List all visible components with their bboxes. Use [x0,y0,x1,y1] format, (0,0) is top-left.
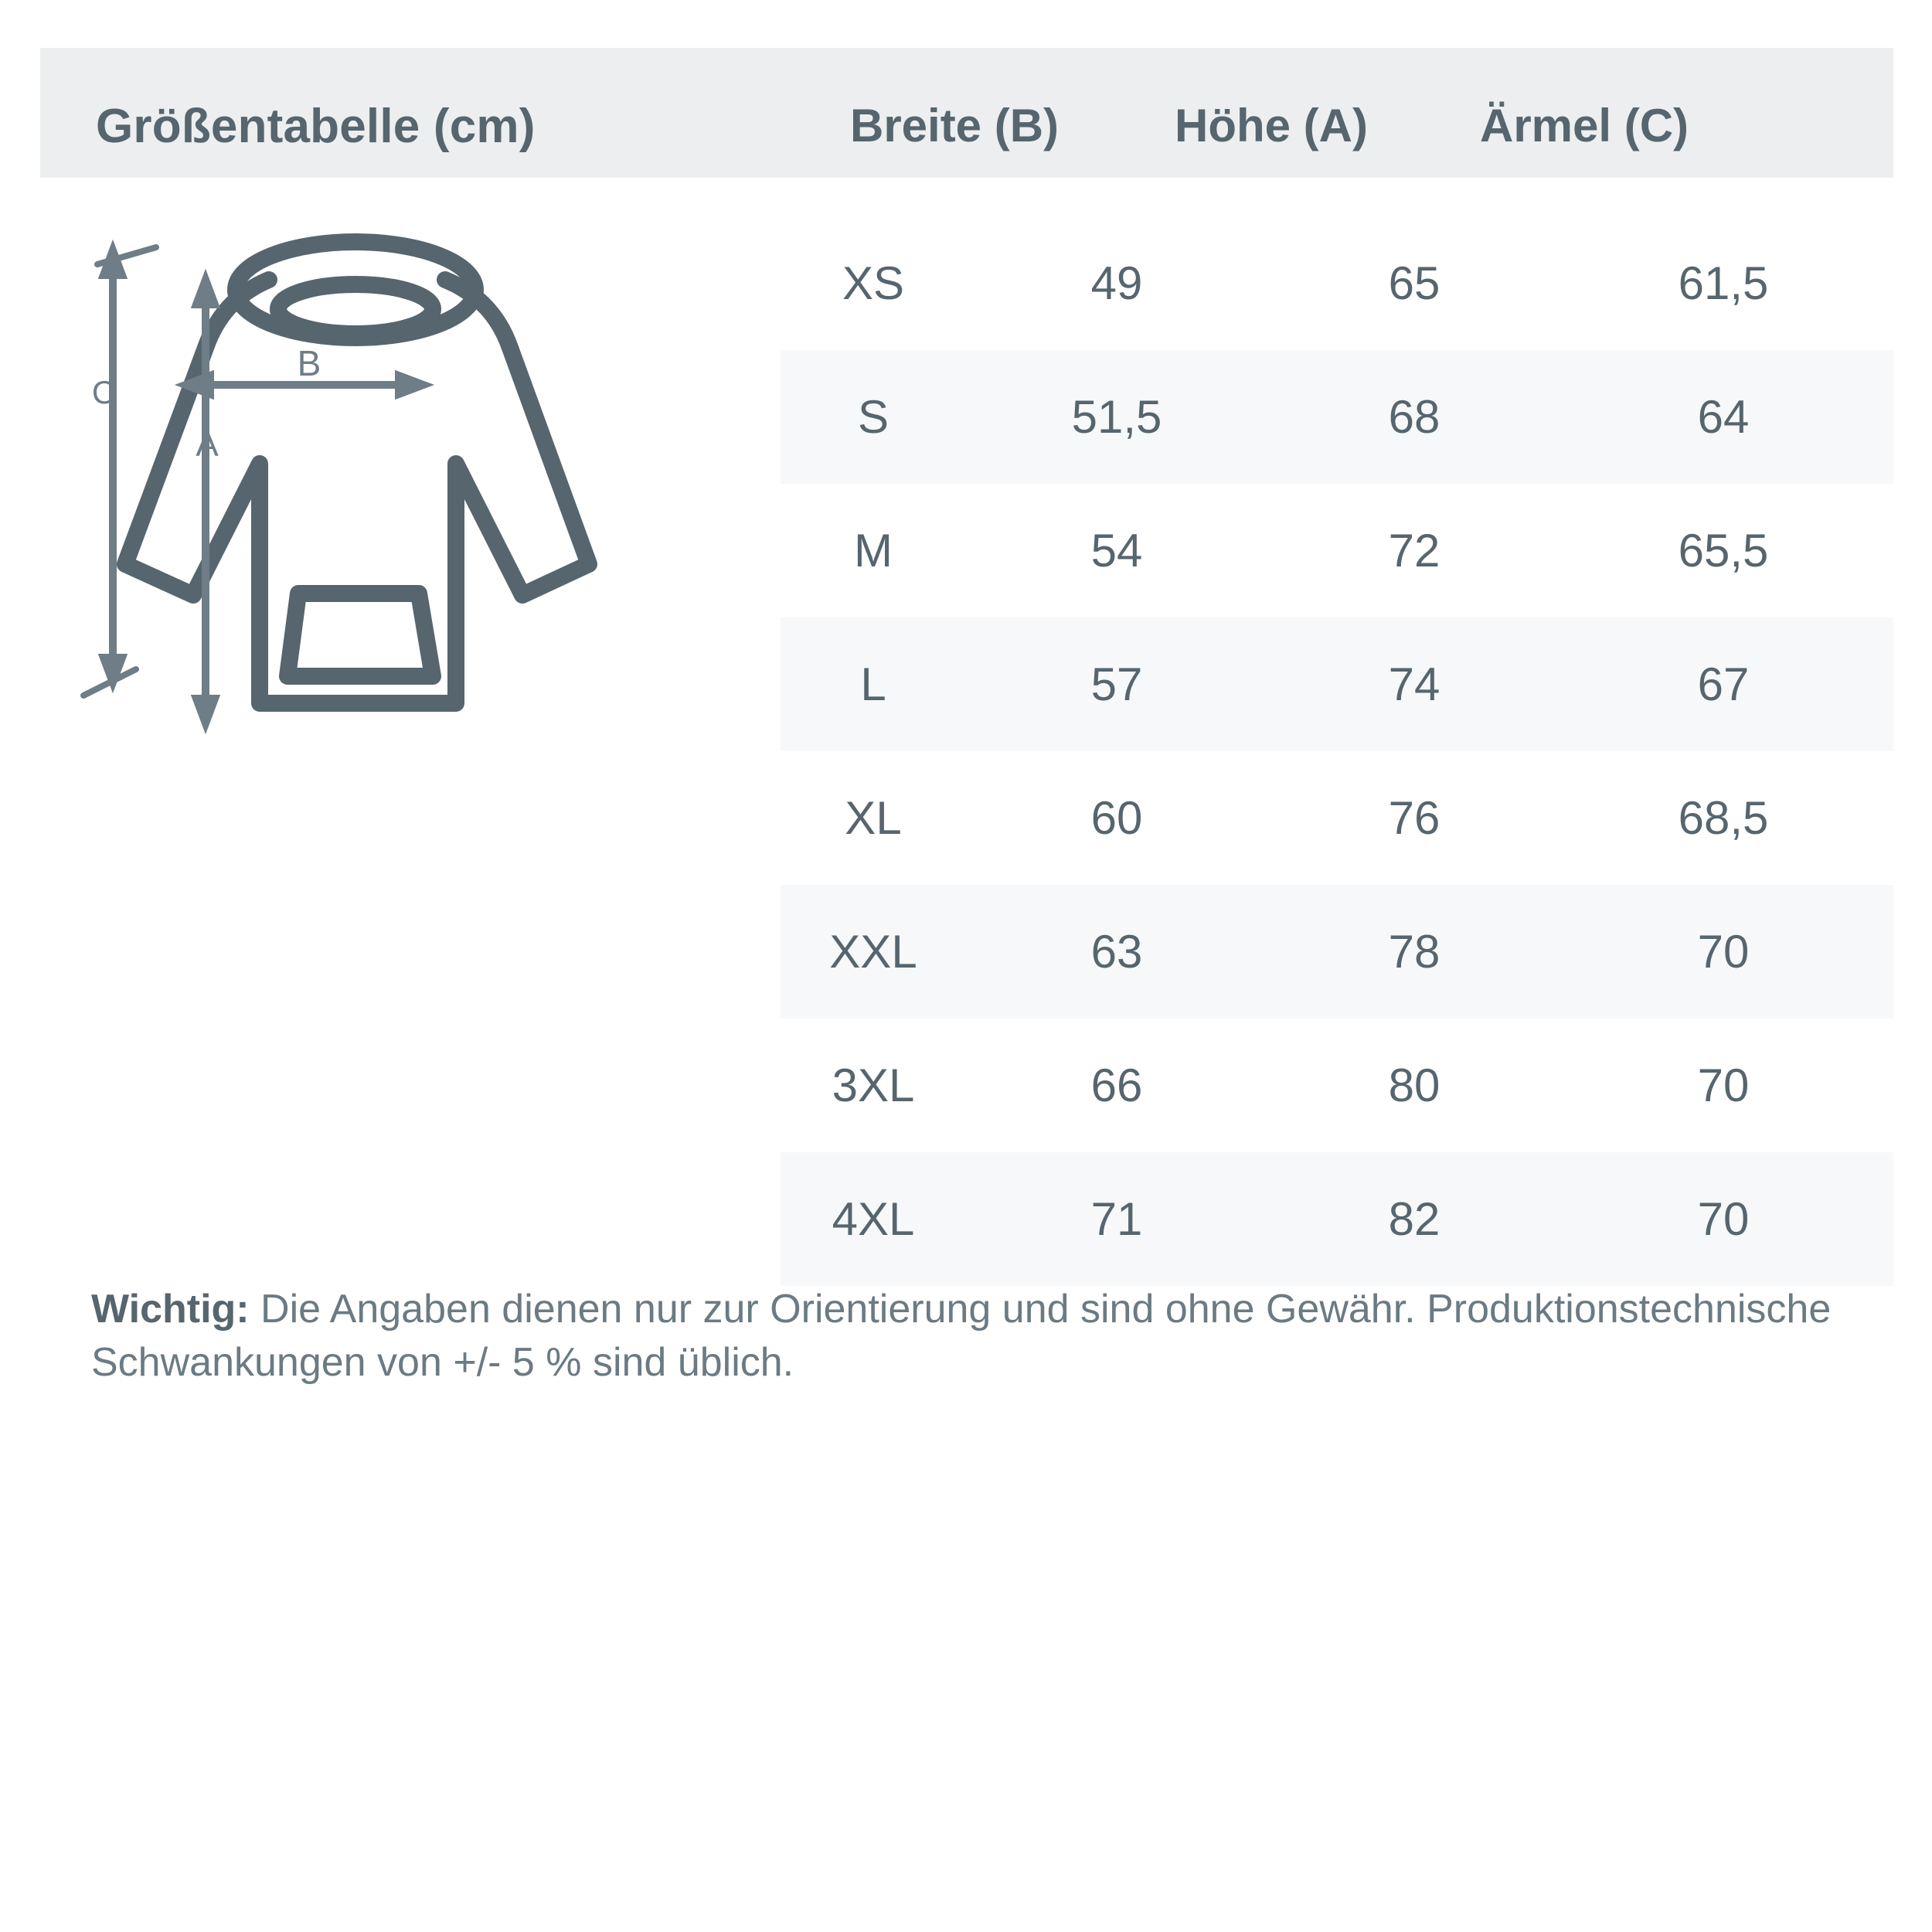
cell-hoehe: 74 [1388,658,1440,710]
hoodie-icon [70,232,765,819]
cell-hoehe: 68 [1388,391,1440,443]
cell-aermel: 65,5 [1678,525,1769,577]
cell-breite: 54 [1090,525,1143,577]
cell-hoehe: 72 [1388,525,1440,577]
cell-aermel: 61,5 [1678,257,1769,309]
cell-breite: 63 [1090,926,1143,978]
footnote-text: Die Angaben dienen nur zur Orientierung und sind ohne Gewähr. Produktionstechnische Schwankungen von +/- 5 % sind üblich. [91,1287,1832,1385]
cell-size: XL [845,792,902,844]
table-row [781,1019,1893,1152]
cell-aermel: 67 [1697,658,1750,710]
label-height: A [196,426,219,464]
column-header-aermel: Ärmel (C) [1479,100,1689,151]
table-row [781,484,1893,617]
cell-size: XS [842,257,905,309]
cell-breite: 66 [1090,1060,1143,1111]
cell-aermel: 70 [1697,926,1750,978]
cell-breite: 60 [1090,792,1143,844]
table-row [781,1152,1893,1286]
cell-aermel: 70 [1697,1193,1750,1245]
cell-breite: 49 [1090,257,1143,309]
cell-size: XXL [829,926,917,978]
table-row [781,751,1893,885]
cell-hoehe: 80 [1388,1060,1440,1111]
cell-size: 3XL [832,1060,915,1111]
column-headers [788,99,1870,152]
cell-hoehe: 78 [1388,926,1440,978]
cell-hoehe: 76 [1388,792,1440,844]
cell-hoehe: 65 [1388,257,1440,309]
cell-breite: 51,5 [1071,391,1162,443]
cell-size: L [860,658,886,710]
column-header-hoehe: Höhe (A) [1175,100,1368,151]
cell-hoehe: 82 [1388,1193,1440,1245]
table-row [781,350,1893,484]
cell-aermel: 70 [1697,1060,1750,1111]
table-row [781,216,1893,350]
hoodie-measurement-illustration [70,232,765,819]
cell-size: 4XL [832,1193,915,1245]
cell-aermel: 64 [1697,391,1750,443]
page-title: Größentabelle (cm) [96,100,536,153]
table-row [781,885,1893,1019]
label-sleeve: C [91,374,116,410]
column-header-breite: Breite (B) [849,100,1060,151]
cell-breite: 71 [1090,1193,1143,1245]
label-width: B [297,343,321,383]
table-row [781,617,1893,751]
cell-size: S [857,391,889,443]
cell-size: M [854,525,893,577]
size-table [781,216,1893,1286]
footnote [91,1283,1869,1389]
footnote-label: Wichtig: [91,1287,250,1332]
cell-aermel: 68,5 [1678,792,1769,844]
cell-breite: 57 [1090,658,1143,710]
